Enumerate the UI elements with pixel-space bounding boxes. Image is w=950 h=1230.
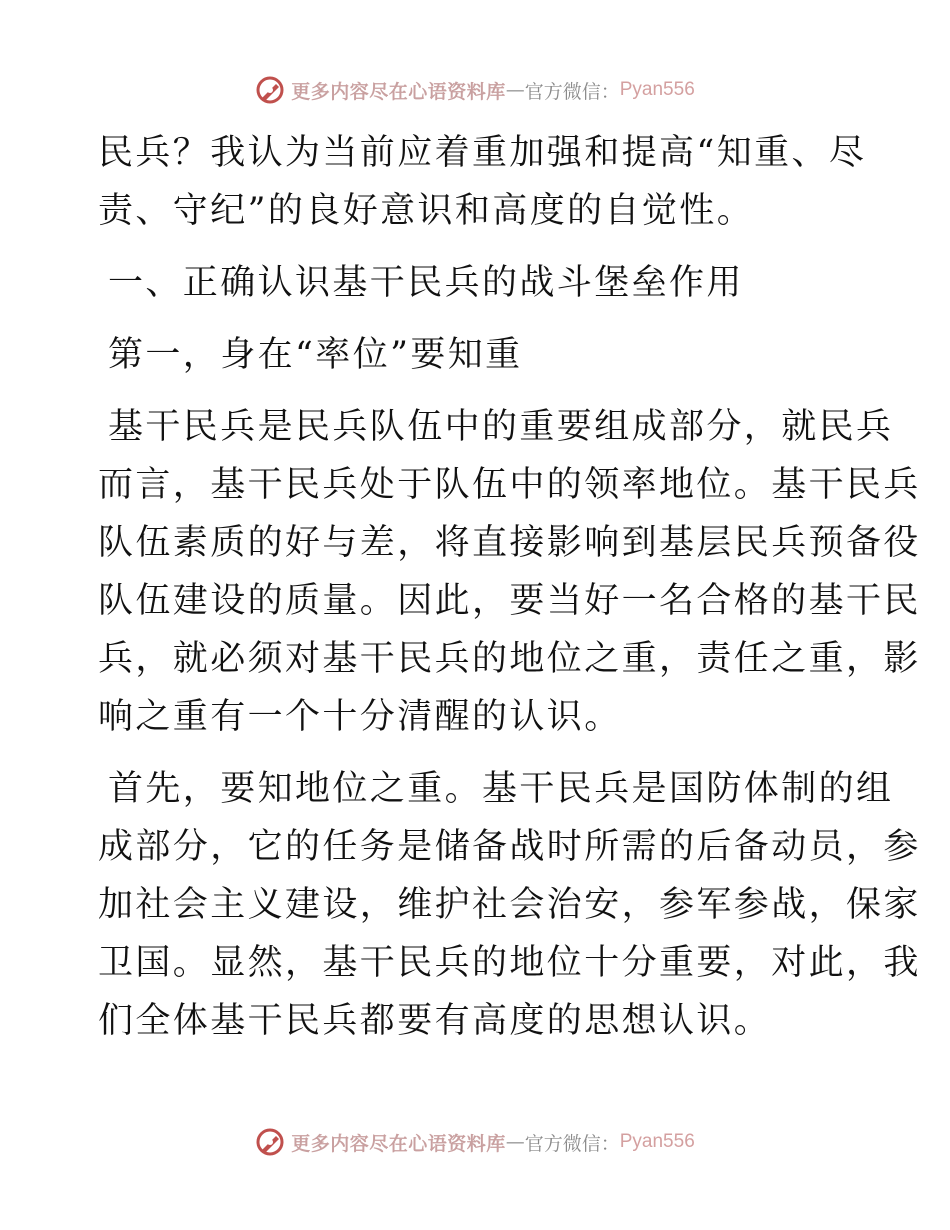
document-body <box>98 124 921 1050</box>
text-line: 卫国。显然，基干民兵的地位十分重要，对此，我 <box>98 943 921 983</box>
text-line: 们全体基干民兵都要有高度的思想认识。 <box>98 1001 772 1041</box>
subsection-heading <box>98 326 850 384</box>
watermark-site-text: 更多内容尽在心语资料库 <box>291 80 506 103</box>
section-title: 一、正确认识基干民兵的战斗堡垒作用 <box>108 263 744 303</box>
footer-watermark <box>0 1124 950 1160</box>
quill-logo-icon <box>255 75 285 105</box>
watermark-site-text: 更多内容尽在心语资料库 <box>291 1132 506 1155</box>
section-heading <box>98 254 850 312</box>
text-line: 民兵？我认为当前应着重加强和提高“知重、尽 <box>98 133 867 173</box>
text-line: 兵，就必须对基干民兵的地位之重，责任之重，影 <box>98 639 921 679</box>
header-watermark <box>0 72 950 108</box>
text-line: 响之重有一个十分清醒的认识。 <box>98 697 622 737</box>
watermark-wechat-label: 官方微信： <box>524 1132 620 1155</box>
watermark-separator: — <box>505 79 525 101</box>
paragraph-first <box>98 760 921 1050</box>
text-line: 成部分，它的任务是储备战时所需的后备动员，参 <box>98 827 921 867</box>
text-line: 而言，基干民兵处于队伍中的领率地位。基干民兵 <box>98 465 921 505</box>
watermark-separator: — <box>505 1131 525 1153</box>
text-line: 加社会主义建设，维护社会治安，参军参战，保家 <box>98 885 921 925</box>
paragraph-intro <box>98 124 867 240</box>
quill-logo-icon <box>255 1127 285 1157</box>
subsection-title: 第一，身在“率位”要知重 <box>108 335 523 375</box>
watermark-wechat-label: 官方微信： <box>524 80 620 103</box>
text-line: 队伍建设的质量。因此，要当好一名合格的基干民 <box>98 581 921 621</box>
watermark-wechat-account: Pyan556 <box>619 1131 695 1152</box>
text-line: 队伍素质的好与差，将直接影响到基层民兵预备役 <box>98 523 921 563</box>
text-line: 首先，要知地位之重。基干民兵是国防体制的组 <box>108 769 894 809</box>
paragraph-status <box>98 398 921 746</box>
text-line: 责、守纪”的良好意识和高度的自觉性。 <box>98 191 755 231</box>
watermark-wechat-account: Pyan556 <box>619 79 695 100</box>
text-line: 基干民兵是民兵队伍中的重要组成部分，就民兵 <box>108 407 894 447</box>
